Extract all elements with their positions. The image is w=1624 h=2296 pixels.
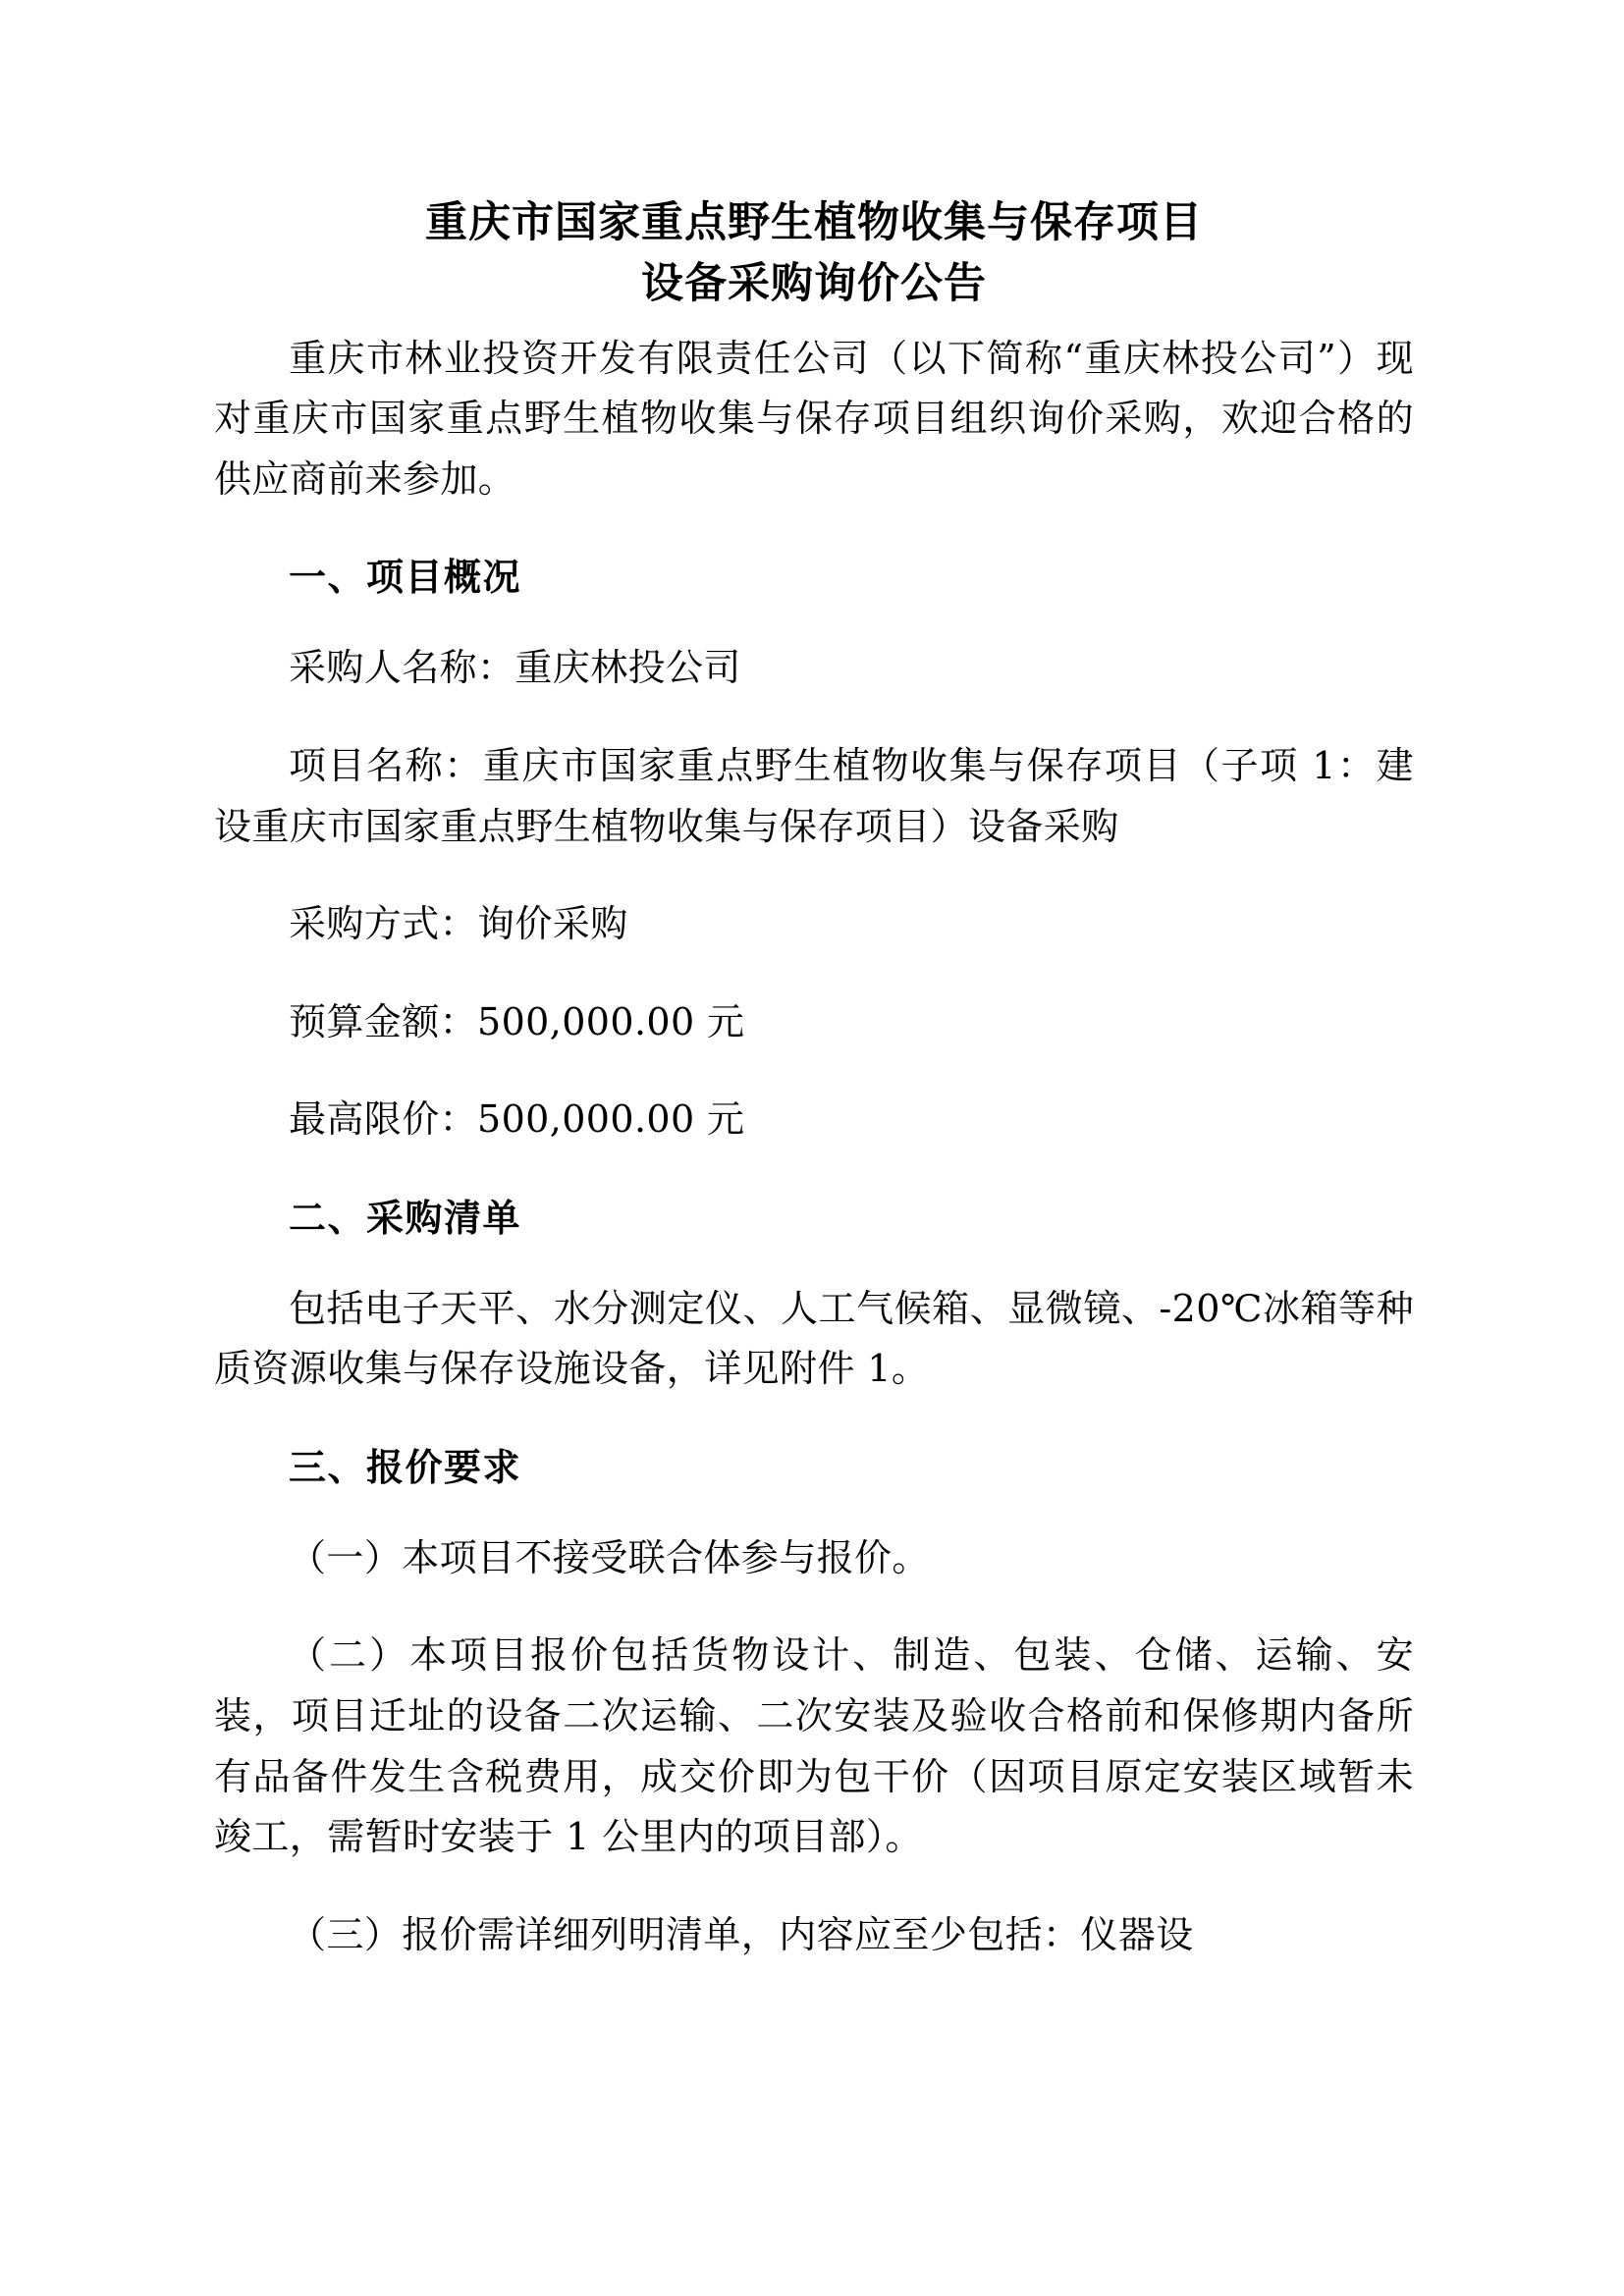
- section-3-item-2: （二）本项目报价包括货物设计、制造、包装、仓储、运输、安装，项目迁址的设备二次运输、二次安装及验收合格前和保修期内备所有品备件发生含税费用，成交价即为包干价（因项目原定安装区域暂未竣工，需暂时安装于 1 公里内的项目部）。: [214, 1633, 1414, 1859]
- section-1-item-2: 项目名称：重庆市国家重点野生植物收集与保存项目（子项 1：建设重庆市国家重点野生植物收集与保存项目）设备采购: [214, 743, 1414, 848]
- title-line-1: 重庆市国家重点野生植物收集与保存项目: [425, 198, 1203, 247]
- section-3-item-3: （三）报价需详细列明清单，内容应至少包括：仪器设: [289, 1912, 1194, 1956]
- page-title: [214, 192, 1414, 315]
- section-3-item-1: （一）本项目不接受联合体参与报价。: [289, 1535, 930, 1579]
- section-heading-2: 二、采购清单: [289, 1195, 522, 1240]
- section-heading-3: 三、报价要求: [289, 1444, 522, 1489]
- section-1-item-3: 采购方式：询价采购: [289, 902, 628, 946]
- section-1-item-1: 采购人名称：重庆林投公司: [289, 646, 741, 690]
- section-1-item-4: 预算金额：500,000.00 元: [289, 999, 745, 1043]
- intro-paragraph: 重庆市林业投资开发有限责任公司（以下简称“重庆林投公司”）现对重庆市国家重点野生植物收集与保存项目组织询价采购，欢迎合格的供应商前来参加。: [214, 336, 1414, 501]
- document-body: [214, 192, 1414, 2002]
- section-1-item-5: 最高限价：500,000.00 元: [289, 1097, 745, 1142]
- title-line-2: 设备采购询价公告: [641, 259, 987, 309]
- section-2-item-1: 包括电子天平、水分测定仪、人工气候箱、显微镜、-20℃冰箱等种质资源收集与保存设施设备，详见附件 1。: [214, 1286, 1414, 1391]
- section-heading-1: 一、项目概况: [289, 555, 522, 600]
